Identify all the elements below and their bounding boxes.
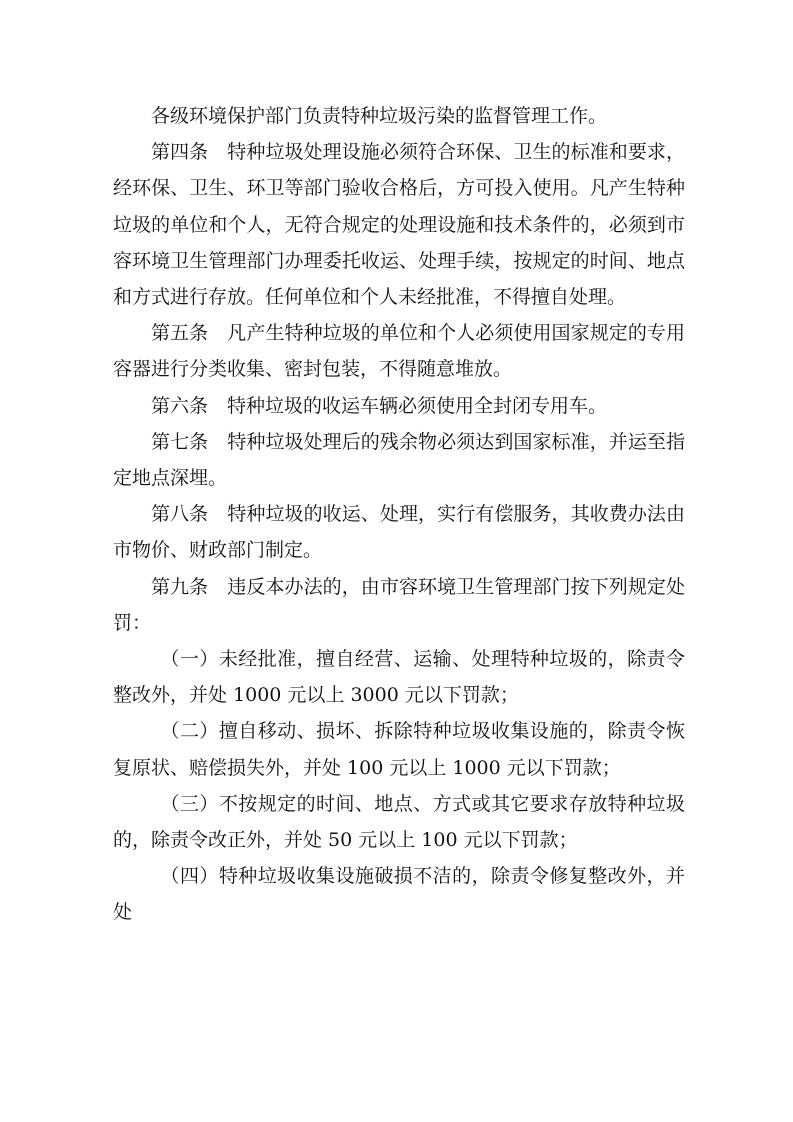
paragraph-article-7: 第七条 特种垃圾处理后的残余物必须达到国家标准，并运至指定地点深埋。 [113, 430, 685, 490]
paragraph-article-4: 第四条 特种垃圾处理设施必须符合环保、卫生的标准和要求，经环保、卫生、环卫等部门验收合格后，方可投入使用。凡产生特种垃圾的单位和个人，无符合规定的处理设施和技术条件的，必须到市容环境卫生管理部门办理委托收运、处理手续，按规定的时间、地点和方式进行存放。任何单位和个人未经批准，不得擅自处理。 [113, 141, 685, 309]
paragraph-supervision: 各级环境保护部门负责特种垃圾污染的监督管理工作。 [151, 105, 608, 127]
paragraph-article-8: 第八条 特种垃圾的收运、处理，实行有偿服务，其收费办法由市物价、财政部门制定。 [113, 503, 685, 562]
paragraph-article-5: 第五条 凡产生特种垃圾的单位和个人必须使用国家规定的专用容器进行分类收集、密封包装，不得随意堆放。 [113, 322, 685, 381]
paragraph-article-9: 第九条 违反本办法的，由市容环境卫生管理部门按下列规定处罚： [113, 575, 685, 634]
paragraph-item-4: （四）特种垃圾收集设施破损不洁的，除责令修复整改外，并处 [113, 865, 685, 924]
paragraph-item-2: （二）擅自移动、损坏、拆除特种垃圾收集设施的，除责令恢复原状、赔偿损失外，并处 100 元以上 1000 元以下罚款； [113, 720, 685, 779]
paragraph-item-1: （一）未经批准，擅自经营、运输、处理特种垃圾的，除责令整改外，并处 1000 元以上 3000 元以下罚款； [113, 648, 685, 707]
document-body [113, 98, 685, 931]
paragraph-article-6: 第六条 特种垃圾的收运车辆必须使用全封闭专用车。 [151, 394, 608, 417]
paragraph-item-3: （三）不按规定的时间、地点、方式或其它要求存放特种垃圾的，除责令改正外，并处 50 元以上 100 元以下罚款； [113, 792, 685, 852]
